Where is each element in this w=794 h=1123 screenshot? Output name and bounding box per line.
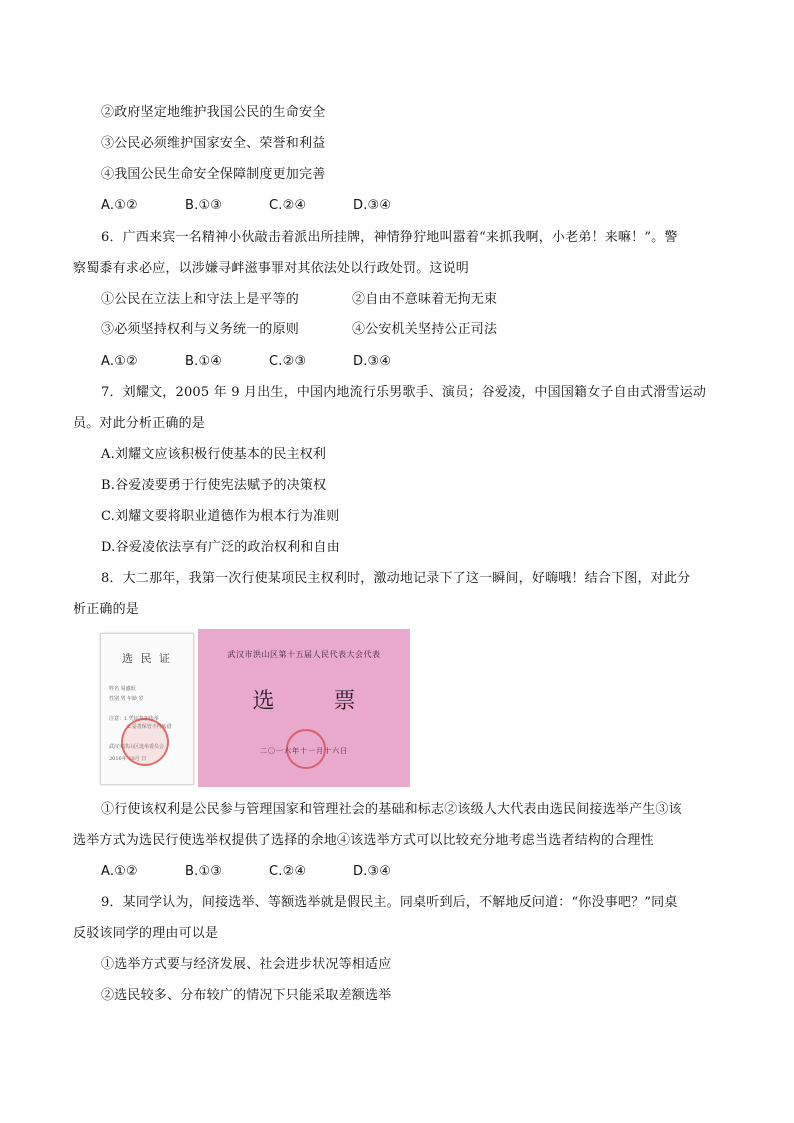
q8-stem-line-1: 8．大二那年，我第一次行使某项民主权利时，激动地记录下了这一瞬间，好嗨哦！结合下图，对此分 — [101, 571, 691, 586]
q8-figure — [100, 629, 412, 787]
q6-options — [101, 354, 391, 370]
q7-stem-line-1: 7．刘耀文，2005 年 9 月出生，中国内地流行乐男歌手、演员；谷爱凌，中国国籍女子自由式滑雪运动 — [101, 385, 707, 400]
voter-card-photo — [100, 633, 194, 785]
ballot-title: 选 票 — [252, 689, 382, 714]
ballot-date: 二〇一六年十一月十六日 — [260, 747, 348, 755]
voter-card-row: 武汉市洪山区选举委员会 — [109, 744, 165, 750]
q5-options — [101, 198, 391, 214]
q6-option-c: C.②③ — [269, 354, 307, 369]
q9-item-1: ①选举方式要与经济发展、社会进步状况等相适应 — [101, 957, 392, 972]
voter-card-title: 选 民 证 — [122, 652, 172, 665]
voter-card-row: 2016年 10月 日 — [109, 756, 147, 762]
q5-option-d: D.③④ — [353, 198, 392, 213]
q5-item-3: ③公民必须维护国家安全、荣誉和利益 — [101, 136, 326, 151]
q7-option-c: C.刘耀文要将职业道德作为根本行为准则 — [101, 509, 340, 524]
q8-statements-line-2: 选举方式为选民行使选举权提供了选择的余地④该选举方式可以比较充分地考虑当选者结构的合理性 — [73, 833, 654, 848]
q6-item-1: ①公民在立法上和守法上是平等的 — [101, 292, 300, 307]
q6-item-2: ②自由不意味着无拘无束 — [352, 292, 498, 307]
voter-card-row: 性别 男 年龄 岁 — [109, 696, 144, 702]
q6-option-d: D.③④ — [353, 354, 392, 369]
q6-option-b: B.①④ — [185, 354, 223, 369]
q5-option-a: A.①② — [101, 198, 138, 213]
q9-item-2: ②选民较多、分布较广的情况下只能采取差额选举 — [101, 988, 392, 1003]
q9-stem-line-2: 反驳该同学的理由可以是 — [73, 926, 219, 941]
voter-card-row: 注意：1.凭证参加选举 — [109, 716, 159, 722]
ballot-header: 武汉市洪山区第十五届人民代表大会代表 — [227, 650, 381, 659]
q5-item-4: ④我国公民生命安全保障制度更加完善 — [101, 167, 326, 182]
q6-stem-line-1: 6．广西来宾一名精神小伙敲击着派出所挂牌，神情狰狞地叫嚣着“来抓我啊，小老弟！来嘛！”。警 — [101, 230, 678, 245]
q5-option-c: C.②④ — [269, 198, 307, 213]
q6-option-a: A.①② — [101, 354, 138, 369]
q5-option-b: B.①③ — [185, 198, 223, 213]
voter-card-row: 2.妥善保管不得转借 — [127, 724, 172, 730]
q7-option-d: D.谷爱凌依法享有广泛的政治权利和自由 — [101, 540, 340, 555]
red-seal-stamp — [121, 718, 169, 766]
q7-option-b: B.谷爱凌要勇于行使宪法赋予的决策权 — [101, 478, 327, 493]
q8-option-c: C.②④ — [269, 864, 307, 879]
q8-options — [101, 864, 391, 880]
q6-item-3: ③必须坚持权利与义务统一的原则 — [101, 322, 300, 337]
q5-item-2: ②政府坚定地维护我国公民的生命安全 — [101, 105, 326, 120]
q7-stem-line-2: 员。对此分析正确的是 — [73, 416, 206, 431]
q6-item-4: ④公安机关坚持公正司法 — [352, 322, 498, 337]
q8-option-d: D.③④ — [353, 864, 392, 879]
q6-stem-line-2: 察蜀黍有求必应，以涉嫌寻衅滋事罪对其依法处以行政处罚。这说明 — [73, 261, 470, 276]
q8-stem-line-2: 析正确的是 — [73, 602, 140, 617]
voter-card-row: 姓名 易盛珉 — [109, 686, 136, 692]
q9-stem-line-1: 9．某同学认为，间接选举、等额选举就是假民主。同桌听到后，不解地反问道：“你没事吧？”同桌 — [101, 895, 678, 910]
q8-option-b: B.①③ — [185, 864, 223, 879]
q8-statements-line-1: ①行使该权利是公民参与管理国家和管理社会的基础和标志②该级人大代表由选民间接选举产生③该 — [101, 802, 682, 817]
q7-option-a: A.刘耀文应该积极行使基本的民主权利 — [101, 447, 327, 462]
q8-option-a: A.①② — [101, 864, 138, 879]
ballot-photo — [198, 629, 410, 787]
